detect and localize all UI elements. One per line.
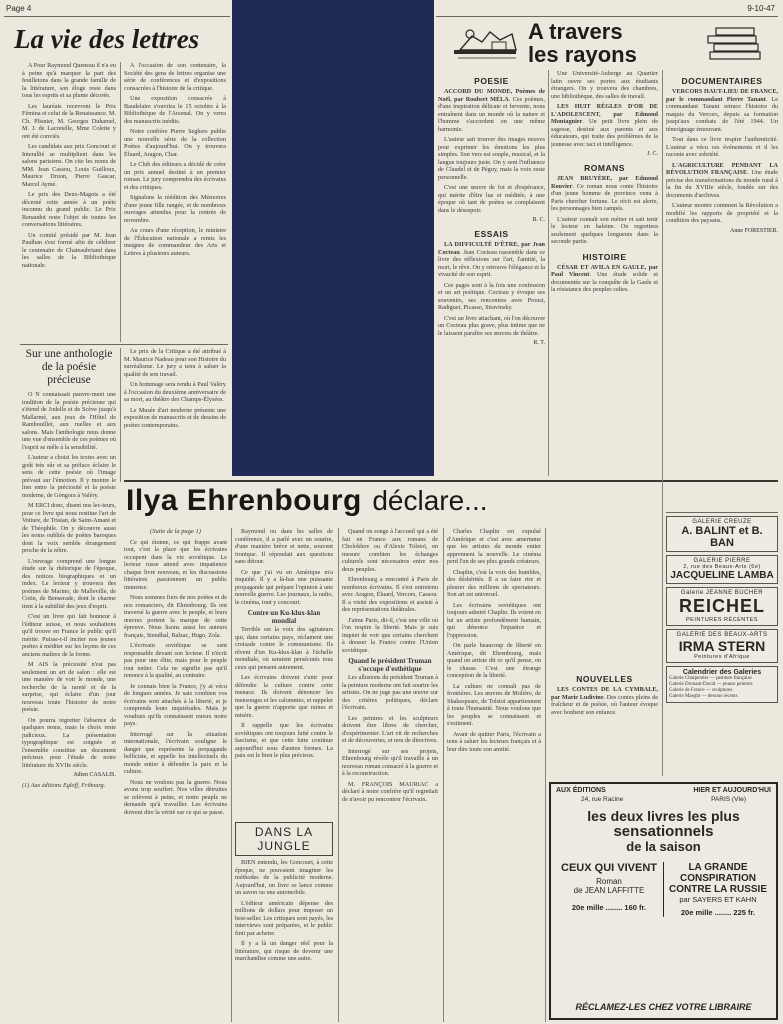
nouvelles-body: LES CONTES DE LA CYMBALE, par Marie Ludivine. Des contes pleins de fraîcheur et de poésie, où l'auteur évoque avec bonheur son enfance. xyxy=(551,686,658,716)
gallery-2-name: JACQUELINE LAMBA xyxy=(670,570,774,581)
galleries-ads xyxy=(666,516,778,776)
main-article-col4: Charles Chaplin est expulsé d'Amérique et c'est avec amertume que les artistes du monde entier apprennent la nouvelle. Le cinéma perd l'un de ses plus grands créateurs. Chaplin, c'est la voix des humbles, des déshérités. Il a su faire rire et pleurer des millions de spectateurs. Son art est universel. Les écrivains soviétiques ont toujours admiré Chaplin. Ils voient en lui un artiste profondément humain, qui dénonce l'injustice et l'oppression. On parle beaucoup de liberté en Amérique, dit Ehrenbourg, mais quand un artiste dit ce qu'il pense, on le chasse. C'est une étrange conception de la liberté. La culture ne connaît pas de frontières. Les œuvres de Molière, de Shakespeare, de Tolstoï appartiennent à toute l'humanité. Nous voulons que les peuples se connaissent et s'estiment. Avant de quitter Paris, l'écrivain a tenu à saluer les lecteurs français et à leur dire toute son amitié. xyxy=(447,528,541,753)
gallery-ad-1[interactable] xyxy=(666,516,778,552)
romans-body: JEAN BRUYÈRE, par Edmond Rouvier. Ce roman nous conte l'histoire d'un jeune homme de province venu à Paris chercher fortune. Le récit est alerte, les personnages bien campés. L'auteur connaît son métier et sait tenir le lecteur en haleine. On regrettera seulement quelques longueurs dans la seconde partie. xyxy=(551,175,658,245)
poesie-book: ACCORD DU MONDE, Poèmes de Noël, par Roubert MÉLA xyxy=(438,88,545,103)
ad-top-right: HIER ET AUJOURD'HUI xyxy=(693,787,771,794)
main-article-suite: (Suite de la page 1) xyxy=(150,528,201,535)
main-divider-2 xyxy=(338,528,339,1022)
top-rule-left xyxy=(4,16,230,17)
anthologie-body: O N connaissait pauvre-ment une tradition de la poésie précieuse qui s'étend de Jodelle et de Scève jusqu'à Mallarmé, aux jeux de l'Hôtel de Rambouillet, aux ruelles et aux salons. Mais l'anthologie nous donne une vue d'ensemble de ces poèmes où l'esprit se mêle à la sensibilité. L'auteur a choisi les textes avec un goût très sûr et sa préface éclaire le sens de cette poésie où l'image prévaut sur l'émotion. Il y montre le lien entre la préciosité et la poésie moderne, de Góngora à Valéry. M ERCI donc, disent nos lec-teurs, pour ce livre qui nous restitue l'art de Voiture, de Tristan, de Saint-Amant et de Théophile. On y découvre aussi les noms oubliés de poètes baroques dont la voix semble étrangement proche de la nôtre. L'ouvrage comprend une longue étude sur la rhétorique de l'époque, des notices biographiques et un index. Le lecteur y trouvera des poèmes de Marino, de Malleville, de Cotin, de Benserade, dont le charme tient à la subtilité des jeux d'esprit. C'est un livre qui fait honneur à l'éditeur suisse, et nous souhaitons qu'il trouve en France le public qu'il mérite. Puisse-t-il inciter nos jeunes poètes à méditer sur les leçons de ces anciens maîtres de la forme. M AIS la préciosité n'est pas seulement un art de salon : elle est une manière de voir le monde, une recherche de la rareté et de la surprise, qui éclaire d'un jour nouveau toute l'histoire de notre poésie. On pourra regretter l'absence de quelques noms, mais le choix reste judicieux. La présentation typographique est soignée et l'ensemble constitue un document précieux pour l'étude de notre littérature du XVIIe siècle. xyxy=(22,391,116,769)
main-article-col2: Raymond ou dans les salles de conférence, il a parlé avec un sourire, d'une manière brève et nette, souvent ironique. Il répondait aux questions sans détour. Ce que j'ai vu en Amérique m'a inquiété. Il y a là-bas une puissante propagande qui prépare l'opinion à une nouvelle guerre. Les journaux, la radio, le cinéma, tout y concourt. Contre un Ku-klux-klan mondial Terrible est la voix des agitateurs qui, dans certains pays, réclament une croisade contre le communisme. Ils rêvent d'un Ku-klux-klan à l'échelle mondiale, où seraient persécutés tous ceux qui pensent autrement. Les écrivains doivent s'unir pour défendre la culture contre cette menace. Ils doivent dénoncer les mensonges et les calomnies, et rappeler que la guerre n'apporte que ruines et misère. Il rappelle que les écrivains soviétiques ont toujours lutté contre le fascisme, et que cette lutte continue aujourd'hui sous d'autres formes. La paix est le bien le plus précieux. xyxy=(235,528,333,759)
main-subhead-1: Contre un Ku-klux-klan mondial xyxy=(247,609,321,625)
headline-rule xyxy=(124,480,778,482)
books-stack-illustration xyxy=(700,22,770,64)
ad-books-row xyxy=(551,862,776,917)
page-number: Page 4 xyxy=(6,4,32,13)
documentaires-body: VERCORS HAUT-LIEU DE FRANCE, par le commandant Pierre Tanant. Le commandant Tanant retrace l'histoire du maquis du Vercors, depuis sa formation jusqu'aux combats de l'été 1944. Un témoignage émouvant. Tout dans ce livre respire l'authenticité. L'auteur a vécu ces événements et il les raconte avec sobriété. L'AGRICULTURE PENDANT LA RÉVOLUTION FRANÇAISE. Une étude précise des transformations du monde rural à la fin du XVIIIe siècle, fondée sur des documents d'archives. L'auteur montre comment la Révolution a modifié les rapports de propriété et la condition des paysans. xyxy=(666,88,778,224)
agri-book: L'AGRICULTURE PENDANT LA RÉVOLUTION FRANÇAISE xyxy=(666,161,778,176)
histoire-book: CÉSAR ET AVILA EN GAULE, par Paul Vincent xyxy=(551,263,658,278)
ad-city: PARIS (VIe) xyxy=(711,796,746,803)
essais-body: LA DIFFICULTÉ D'ÊTRE, par Jean Cocteau. Jean Cocteau rassemble dans ce livre des réflexions sur l'art, l'amitié, la mort, le rêve. On y retrouve l'élégance et la vivacité de son esprit. Ces pages sont à la fois une confession et un art poétique. Cocteau y évoque ses souvenirs, ses rencontres avec Proust, Radiguet, Picasso, Stravinsky. C'est un livre attachant, où l'on découvre un Cocteau plus grave, plus intime que ne le laissent paraître ses œuvres de théâtre. xyxy=(438,241,545,337)
anthologie-signature: Julien CASALIS. xyxy=(73,772,116,778)
nouvelles-book: LES CONTES DE LA CYMBALE, par Marie Ludivine xyxy=(551,686,658,701)
gallery-1-name: A. BALINT et B. BAN xyxy=(681,525,763,549)
gallery-calendar[interactable] xyxy=(666,666,778,703)
gallery-3-label: Galerie JEANNE BUCHER xyxy=(680,590,764,596)
headline-name: Ilya Ehrenbourg xyxy=(126,484,362,517)
jungle-body: BIEN entendu, les Goncourt, à cette époque, ne pouvaient imaginer les méthodes de la publicité moderne. Aujourd'hui, un livre se lance comme un savon ou une automobile. L'éditeur américain dépense des millions de dollars pour imposer un best-seller. Les critiques sont payés, les interviews sont préparées, et le public finit par acheter. Il y a là un danger réel pour la littérature, qui risque de devenir une marchandise comme une autre. xyxy=(235,859,333,962)
poesie-essais-column xyxy=(438,70,545,476)
column-divider-2 xyxy=(120,348,121,482)
book-stack-icon xyxy=(700,22,770,64)
gallery-3-name: REICHEL xyxy=(678,596,765,616)
col4-signature: J. C. xyxy=(647,151,658,157)
gallery-ad-3[interactable] xyxy=(666,587,778,626)
anthologie-article xyxy=(22,348,116,1023)
ad-footer: RÉCLAMEZ-LES CHEZ VOTRE LIBRAIRE xyxy=(575,1002,752,1012)
column-1-top-text: A Pour Raymond Queneau il n'a eu à peine qu'à marquer la part des feuilletons dans la grande famille de la littérature, son éloge reste dans tous les esprits et sa plume décorée. Les lauréats recevront le Prix Fémina et celui de la Renaissance. M. Ch. Plisnier, M. Georges Duhamel, M. J. de Lacretelle, Mme Colette y ont été conviés. Les candidats aux prix Goncourt et Interallié se multiplient dans les salons parisiens. On cite les noms de MM. Jean Cassou, Louis Guilloux, Maurice Druon, Pierre Gascar, Marcel Aymé. Le prix des Deux-Magots a été décerné cette année à un poète inconnu du grand public. Le Prix Renaudot reste l'objet de toutes les conversations littéraires. Un comité présidé par M. Jean Paulhan s'est formé afin de célébrer le centenaire de Chateaubriand dans les salles de la Bibliothèque nationale. xyxy=(22,62,116,269)
reading-figure-icon xyxy=(452,22,522,64)
essais-book: LA DIFFICULTÉ D'ÊTRE, par Jean Cocteau xyxy=(438,241,545,256)
rayons-title-line2: les rayons xyxy=(528,42,637,67)
ad-book-2-title-3: CONTRE LA RUSSIE xyxy=(669,884,767,895)
documentaires-title: DOCUMENTAIRES xyxy=(681,76,763,86)
ad-top-row xyxy=(551,784,776,794)
anthologie-title: Sur une anthologie de la poésie précieuse xyxy=(25,348,113,386)
main-divider-4 xyxy=(545,528,546,1022)
ad-book-1-title: CEUX QUI VIVENT xyxy=(561,862,657,874)
rule-under-news xyxy=(20,344,228,345)
documentaires-column xyxy=(666,70,778,480)
rule-above-galleries xyxy=(666,512,778,513)
books-illustration xyxy=(452,22,522,64)
editions-advertisement[interactable] xyxy=(549,782,778,1020)
gallery-calendar-list: Galerie Charpentier — peinture française Galerie Drouant-David — jeunes peintres Galerie de France — sculptures Galerie Maeght — dessins récents xyxy=(669,676,753,699)
poesie-signature: B. C. xyxy=(532,217,545,223)
gallery-1-label: GALERIE CREUZE xyxy=(692,519,752,525)
rayons-title-line1: A travers xyxy=(528,19,623,44)
gallery-4-name: IRMA STERN xyxy=(678,638,766,654)
main-subhead-2: Quand le président Truman s'occupe d'esthétique xyxy=(348,657,432,673)
romans-book: JEAN BRUYÈRE, par Edmond Rouvier xyxy=(551,175,658,190)
histoire-title: HISTOIRE xyxy=(582,251,627,262)
gallery-2-label: GALERIE PIERRE xyxy=(693,558,751,564)
main-headline xyxy=(126,484,546,524)
ad-book-2-title-1: LA GRANDE xyxy=(688,862,748,873)
ad-book-1-kind: Roman xyxy=(596,877,622,886)
column-2-mid-text: Le prix de la Critique a été attribué à M. Maurice Nadeau pour son Histoire du surréalisme. Le jury a tenu à saluer la qualité de son travail. Un hommage sera rendu à Paul Valéry à l'occasion du deuxième anniversaire de sa mort, au théâtre des Champs-Élysées. Le Musée d'art moderne présente une exposition de manuscrits et de dessins de poètes contemporains. xyxy=(124,348,226,429)
ad-address-row xyxy=(551,794,776,803)
column-divider-1 xyxy=(120,62,121,342)
jungle-box xyxy=(235,822,333,1022)
section-title-rayons xyxy=(528,20,678,66)
doc-book: VERCORS HAUT-LIEU DE FRANCE, par le commandant Pierre Tanant xyxy=(666,88,778,103)
section-title-lettres: La vie des lettres xyxy=(14,24,200,54)
gallery-4-label: GALERIE DES BEAUX-ARTS xyxy=(676,632,768,638)
ad-headline xyxy=(551,809,776,854)
gallery-ad-2[interactable] xyxy=(666,555,778,584)
ad-book-1-price: 20e mille ........ 160 fr. xyxy=(571,903,647,912)
ad-top-left: AUX ÉDITIONS xyxy=(556,787,606,794)
col4-intro: Une Université-Auberge au Quartier latin ouvre ses portes aux étudiants étrangers. On y trouvera des chambres, une bibliothèque, des salles de travail. LES HUIT RÈGLES D'OR DE L'ADOLESCENT, par Edmond Montagnier. Un petit livre plein de sagesse, destiné aux parents et aux éducateurs, qui traite des problèmes de la jeunesse avec tact et intelligence. xyxy=(551,70,658,148)
gallery-ad-4[interactable] xyxy=(666,629,778,663)
ad-headline-1: les deux livres les plus xyxy=(587,808,740,824)
nouvelles-title: NOUVELLES xyxy=(576,674,633,684)
col5-signature: Anne FORESTIER. xyxy=(730,227,778,234)
nouvelles-column xyxy=(551,668,658,778)
ad-book-2[interactable] xyxy=(664,862,772,917)
essais-title: ESSAIS xyxy=(474,229,509,239)
gallery-2-sub: 2, rue des Beaux-Arts (6e) xyxy=(683,564,761,570)
page-date: 9-10-47 xyxy=(747,4,775,13)
column-2-top-text: A l'occasion de son centenaire, la Société des gens de lettres organise une série de conférences et d'expositions consacrées à l'histoire de la critique. Une exposition consacrée à Baudelaire s'ouvrira le 15 octobre à la Bibliothèque de l'Arsenal. On y verra des manuscrits inédits. Notre confrère Pierre Seghers publie une nouvelle série de la collection Poètes d'aujourd'hui. On y trouvera Éluard, Aragon, Char. Le Club des éditeurs a décidé de créer un prix annuel destiné à un premier roman. Le jury comprendra des écrivains et des critiques. Signalons la réédition des Mémoires d'une jeune fille rangée, et de nombreux ouvrages attendus pour la rentrée de novembre. Au cours d'une réception, le ministre de l'Éducation nationale a remis les insignes de commandeur des Arts et Lettres à plusieurs auteurs. xyxy=(124,62,226,257)
anthologie-footnote: (1) Aux éditions Egloff, Fribourg. xyxy=(22,782,106,789)
romans-column xyxy=(551,70,658,476)
top-rule-right xyxy=(436,16,778,17)
poesie-title: POESIE xyxy=(474,76,509,86)
dark-blue-block xyxy=(232,0,434,476)
headline-verb: déclare... xyxy=(372,485,488,516)
ad-book-2-price: 20e mille ........ 225 fr. xyxy=(680,908,756,917)
gallery-4-sub: Peintures d'Afrique xyxy=(694,654,750,660)
ad-book-2-author: par SAYERS ET KAHN xyxy=(679,895,757,904)
poesie-body: ACCORD DU MONDE, Poèmes de Noël, par Roubert MÉLA. Ces poèmes, d'une inspiration délicate et fervente, nous entraînent dans un monde où la nature et l'homme s'accordent en une même harmonie. L'auteur sait trouver des images neuves pour exprimer les émotions les plus simples. Son vers est souple, musical, et la langue toujours juste. On y sent l'influence de Claudel et de Péguy, mais la voix reste personnelle. C'est une œuvre de foi et d'espérance, qui mérite d'être lue et méditée, à une époque où tant de poètes se complaisent dans le désespoir. xyxy=(438,88,545,214)
gallery-calendar-label: Calendrier des Galeries xyxy=(682,669,762,676)
essais-signature: R. T. xyxy=(533,340,545,346)
ad-book-1[interactable] xyxy=(555,862,664,917)
ad-book-1-author: de JEAN LAFFITTE xyxy=(573,886,645,895)
ad-headline-3: de la saison xyxy=(626,839,701,854)
histoire-body: CÉSAR ET AVILA EN GAULE, par Paul Vincent. Une étude solide et documentée sur la conquête de la Gaule et la résistance des peuples celtes. xyxy=(551,263,658,293)
romans-title: ROMANS xyxy=(584,163,625,173)
col4-book1: LES HUIT RÈGLES D'OR DE L'ADOLESCENT, par Edmond Montagnier xyxy=(551,103,658,125)
ad-book-2-title-2: CONSPIRATION xyxy=(680,873,756,884)
main-divider-1 xyxy=(231,528,232,1022)
main-article-col1: (Suite de la page 1) Ce qui étonne, ce qui frappe avant tout, c'est la place que les écrivains occupent dans la vie soviétique. Le lecteur russe attend avec impatience chaque livre nouveau, et les discussions littéraires passionnent un public immense. Nous sommes fiers de nos poètes et de nos romanciers, dit Ehrenbourg. Ils ont traversé la guerre avec le peuple, et leurs œuvres portent la marque de cette épreuve. Nous lisons aussi les auteurs français, Stendhal, Balzac, Hugo, Zola. L'écrivain soviétique se sent responsable devant son lecteur. Il n'écrit pas pour une élite, mais pour le peuple tout entier. Cela ne signifie pas qu'il renonce à la qualité, au contraire. Je connais bien la France, j'y ai vécu de longues années. Je sais combien vos écrivains sont attachés à la liberté, et je comprends leurs inquiétudes. Mais je voudrais qu'ils connaissent mieux notre pays. Interrogé sur la situation internationale, l'écrivain souligne le danger que représente la propagande belliciste, et appelle les intellectuels du monde entier à défendre la paix et la culture. Nous ne voulons pas la guerre. Nous avons trop souffert. Nos villes détruites se relèvent à peine, et notre peuple ne demande qu'à travailler. Les écrivains doivent dire la vérité sur ce qui se passe. xyxy=(124,528,227,816)
column-divider-4 xyxy=(662,70,663,776)
main-divider-3 xyxy=(443,528,444,1022)
main-article-col3: Quand on songe à l'accueil qui a été fait en France aux romans de Cholokhov ou d'Alexis Tolstoï, on mesure combien les échanges culturels sont nécessaires entre nos deux peuples. Ehrenbourg a rencontré à Paris de nombreux écrivains. Il s'est entretenu avec Aragon, Éluard, Vercors, Cassou. Il a visité des expositions et assisté à des représentations théâtrales. J'aime Paris, dit-il, c'est une ville où l'on respire la liberté. Mais je suis inquiet de voir que certains cherchent à dresser la France contre l'Union soviétique. Quand le président Truman s'occupe d'esthétique Les allusions du président Truman à la peinture moderne ont fait sourire les artistes. On ne juge pas une œuvre sur des critères politiques, déclare l'écrivain. Les peintres et les sculpteurs doivent être libres de chercher, d'expérimenter. L'art vit de recherches et de découvertes, et non de directives. Interrogé sur ses projets, Ehrenbourg révèle qu'il travaille à un nouveau roman consacré à la guerre et à la reconstruction. M. FRANÇOIS MAURIAC a déclaré à notre confrère qu'il regrettait de n'avoir pu rencontrer l'écrivain. xyxy=(342,528,438,803)
ad-headline-2: sensationnels xyxy=(613,823,714,840)
gallery-3-sub: PEINTURES RÉCENTES xyxy=(686,617,758,623)
column-divider-3 xyxy=(548,70,549,476)
jungle-title: DANS LA JUNGLE xyxy=(235,822,333,856)
ad-address: 24, rue Racine xyxy=(581,796,624,803)
